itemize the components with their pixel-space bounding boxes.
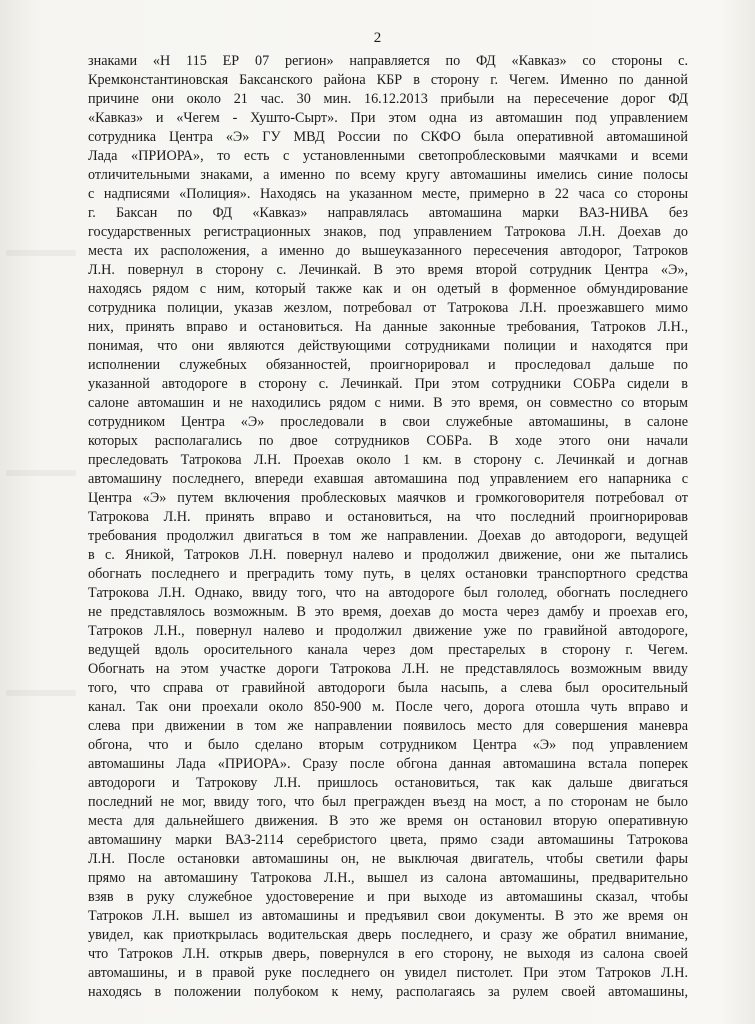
text-line: Обогнать на этом участке дороги Татрокова Л.Н. не представлялось возможным ввиду [88,661,688,677]
text-line: сотрудника Центра «Э» ГУ МВД России по СКФО была оперативной автомашиной [88,129,688,145]
bleed-through-mark [6,250,76,256]
text-line: преследовать Татрокова Л.Н. Проехав около 1 км. в сторону с. Лечинкай и догнав [88,452,688,468]
text-line: автомашину марки ВАЗ-2114 серебристого цвета, прямо сзади автомашины Татрокова [88,832,688,848]
text-line: Татроков Л.Н. вышел из автомашины и предъявил свои документы. В это же время он [88,908,688,924]
text-line: канал. Так они проехали около 850-900 м. После чего, дорога отошла чуть вправо и [88,699,688,715]
bleed-through-mark [6,690,76,696]
text-line: причине они около 21 час. 30 мин. 16.12.2013 прибыли на пересечение дорог ФД [88,91,688,107]
text-line: находясь рядом с ним, который также как и он одетый в форменное обмундирование [88,281,688,297]
text-line: обогнать последнего и преградить тому путь, в целях остановки транспортного средства [88,566,688,582]
text-line: которых располагались по двое сотрудников СОБРа. В ходе этого они начали [88,433,688,449]
text-line: ведущей вдоль оросительного канала через дом престарелых в сторону г. Чегем. [88,642,688,658]
text-line: исполнении служебных обязанностей, проигнорировал и проследовал дальше по [88,357,688,373]
text-line: государственных регистрационных знаков, под управлением Татрокова Л.Н. Доехав до [88,224,688,240]
text-line: салоне автомашин и не находились рядом с ними. В это время, он совместно со вторым [88,395,688,411]
text-line: автодороги и Татрокову Л.Н. пришлось остановиться, так как дальше двигаться [88,775,688,791]
text-line: того, что справа от гравийной автодороги была насыпь, а слева был оросительный [88,680,688,696]
text-line: требования продолжил двигаться в том же направлении. Доехав до автодороги, ведущей [88,528,688,544]
text-line: автомашины Лада «ПРИОРА». Сразу после обгона данная автомашина встала поперек [88,756,688,772]
body-text [88,52,688,1002]
text-line: прямо на автомашину Татрокова Л.Н., вышел из салона автомашины, предварительно [88,870,688,886]
text-line: них, принять вправо и остановиться. На данные законные требования, Татроков Л.Н., [88,319,688,335]
text-line: Татрокова Л.Н. Однако, ввиду того, что на автодороге был гололед, обогнать последнего [88,585,688,601]
bleed-through-mark [6,470,76,476]
text-line: с надписями «Полиция». Находясь на указанном месте, примерно в 22 часа со стороны [88,186,688,202]
text-line: сотрудником Центра «Э» проследовали в свои служебные автомашины, в салоне [88,414,688,430]
text-line: понимая, что они являются действующими сотрудниками полиции и находятся при [88,338,688,354]
text-line: знаками «Н 115 ЕР 07 регион» направляется по ФД «Кавказ» со стороны с. [88,53,688,69]
text-line: находясь в положении полубоком к нему, располагаясь за рулем своей автомашины, [88,984,688,1000]
text-line: автомашины, и в правой руке последнего он увидел пистолет. При этом Татроков Л.Н. [88,965,688,981]
text-line: не представлялось возможным. В это время, доехав до моста через дамбу и проехав его, [88,604,688,620]
text-line: слева при движении в том же направлении появилось место для совершения маневра [88,718,688,734]
text-line: места для дальнейшего движения. В это же время он остановил вторую оперативную [88,813,688,829]
text-line: Л.Н. повернул в сторону с. Лечинкай. В это время второй сотрудник Центра «Э», [88,262,688,278]
text-line: что Татроков Л.Н. открыв дверь, повернулся в его сторону, не выходя из салона своей [88,946,688,962]
text-line: «Кавказ» и «Чегем - Хушто-Сырт». При этом одна из автомашин под управлением [88,110,688,126]
text-line: отличительными знаками, а именно по всему кругу автомашины имелись синие полосы [88,167,688,183]
text-line: взяв в руку служебное удостоверение и при выходе из автомашины сказал, чтобы [88,889,688,905]
text-line: г. Баксан по ФД «Кавказ» направлялась автомашина марки ВАЗ-НИВА без [88,205,688,221]
text-line: места их расположения, а именно до вышеуказанного пересечения автодорог, Татроков [88,243,688,259]
text-line: Кремконстантиновская Баксанского района КБР в сторону г. Чегем. Именно по данной [88,72,688,88]
page-number: 2 [373,30,382,46]
text-line: сотрудника полиции, указав жезлом, потребовал от Татрокова Л.Н. проезжавшего мимо [88,300,688,316]
text-line: Татроков Л.Н., повернул налево и продолжил движение уже по гравийной автодороге, [88,623,688,639]
text-line: увидел, как приоткрылась водительская дверь последнего, и сразу же обратил внимание, [88,927,688,943]
text-line: Лада «ПРИОРА», то есть с установленными светопроблесковыми маячками и всеми [88,148,688,164]
text-line: Татрокова Л.Н. принять вправо и остановиться, на что последний проигнорировав [88,509,688,525]
text-line: обгона, что и было сделано вторым сотрудником Центра «Э» под управлением [88,737,688,753]
text-line: автомашину последнего, впереди ехавшая автомашина под управлением его напарника с [88,471,688,487]
text-line: Центра «Э» путем включения проблесковых маячков и громкоговорителя потребовал от [88,490,688,506]
text-line: указанной автодороге в сторону с. Лечинкай. При этом сотрудники СОБРа сидели в [88,376,688,392]
text-line: последний не мог, ввиду того, что был прегражден въезд на мост, а по сторонам не было [88,794,688,810]
text-line: Л.Н. После остановки автомашины он, не выключая двигатель, чтобы светили фары [88,851,688,867]
text-line: в с. Яникой, Татроков Л.Н. повернул налево и продолжил движение, они же пытались [88,547,688,563]
